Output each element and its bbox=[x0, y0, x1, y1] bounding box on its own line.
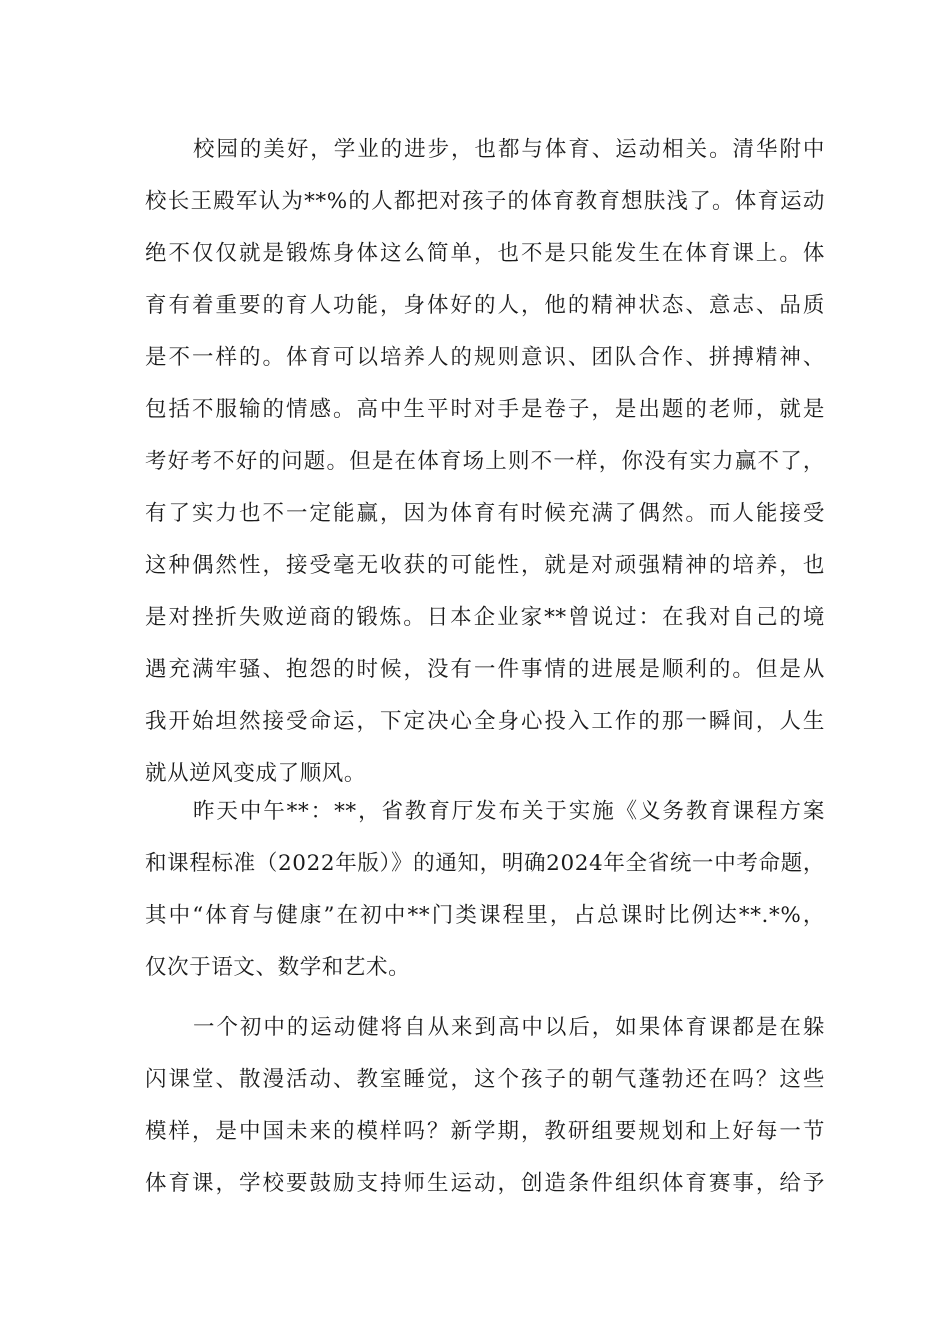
paragraph-line: 体育课，学校要鼓励支持师生运动，创造条件组织体育赛事，给予 bbox=[145, 1171, 825, 1196]
paragraph-line: 包括不服输的情感。高中生平时对手是卷子，是出题的老师，就是 bbox=[145, 397, 825, 422]
paragraph-line: 其中“体育与健康”在初中**门类课程里，占总课时比例达**.*%， bbox=[145, 903, 825, 928]
paragraph-line: 和课程标准（2022年版）》的通知，明确2024年全省统一中考命题， bbox=[145, 851, 825, 876]
paragraph-line: 校长王殿军认为**%的人都把对孩子的体育教育想肤浅了。体育运动 bbox=[145, 189, 825, 214]
paragraph-line: 我开始坦然接受命运，下定决心全身心投入工作的那一瞬间，人生 bbox=[145, 709, 825, 734]
paragraph-line: 是对挫折失败逆商的锻炼。日本企业家**曾说过：在我对自己的境 bbox=[145, 605, 825, 630]
paragraph-line: 昨天中午**：**，省教育厅发布关于实施《义务教育课程方案 bbox=[193, 799, 825, 824]
paragraph-line: 考好考不好的问题。但是在体育场上则不一样，你没有实力赢不了， bbox=[145, 449, 825, 474]
paragraph-line: 遇充满牢骚、抱怨的时候，没有一件事情的进展是顺利的。但是从 bbox=[145, 657, 825, 682]
paragraph-line: 有了实力也不一定能赢，因为体育有时候充满了偶然。而人能接受 bbox=[145, 501, 825, 526]
paragraph-2 bbox=[145, 786, 825, 994]
paragraph-line: 是不一样的。体育可以培养人的规则意识、团队合作、拼搏精神、 bbox=[145, 345, 825, 370]
paragraph-1 bbox=[145, 124, 825, 800]
paragraph-line: 仅次于语文、数学和艺术。 bbox=[145, 955, 411, 980]
paragraph-line: 绝不仅仅就是锻炼身体这么简单，也不是只能发生在体育课上。体 bbox=[145, 241, 825, 266]
paragraph-line: 就从逆风变成了顺风。 bbox=[145, 761, 367, 786]
paragraph-line: 校园的美好，学业的进步，也都与体育、运动相关。清华附中 bbox=[193, 137, 825, 162]
paragraph-3 bbox=[145, 1002, 825, 1210]
paragraph-line: 育有着重要的育人功能，身体好的人，他的精神状态、意志、品质 bbox=[145, 293, 825, 318]
paragraph-line: 一个初中的运动健将自从来到高中以后，如果体育课都是在躲 bbox=[193, 1015, 825, 1040]
paragraph-line: 模样，是中国未来的模样吗？新学期，教研组要规划和上好每一节 bbox=[145, 1119, 825, 1144]
paragraph-line: 这种偶然性，接受毫无收获的可能性，就是对顽强精神的培养，也 bbox=[145, 553, 825, 578]
paragraph-line: 闪课堂、散漫活动、教室睡觉，这个孩子的朝气蓬勃还在吗？这些 bbox=[145, 1067, 825, 1092]
